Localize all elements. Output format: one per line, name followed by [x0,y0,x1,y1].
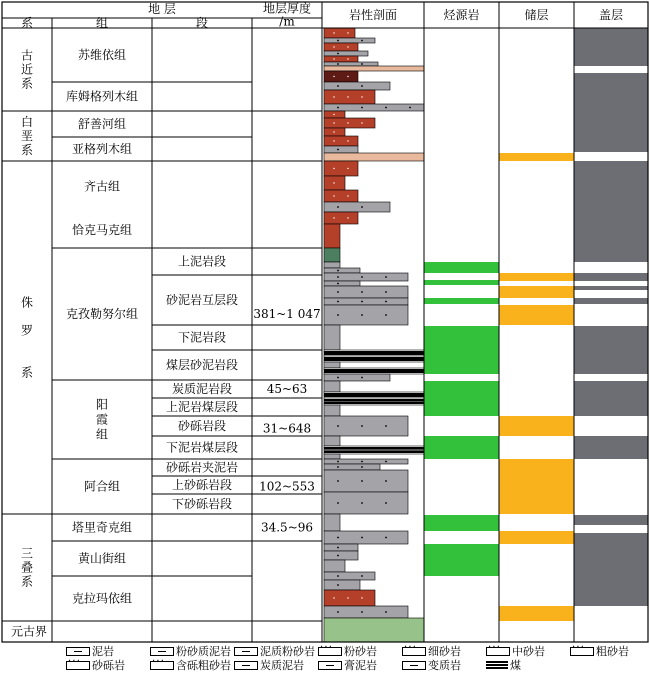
legend-swatch [570,647,594,656]
legend-item [234,658,304,672]
legend-swatch [234,661,258,670]
caprock-band [574,28,648,66]
grain-dot [333,182,334,183]
legend-item [402,644,461,658]
lithology-bed [324,580,360,590]
reservoir-band [499,305,574,325]
grain-dot [347,76,348,77]
grain-dot [361,425,363,427]
legend-swatch [318,647,342,656]
legend-label: 粗砂岩 [596,645,629,658]
grain-dot [337,547,339,549]
legend-swatch [234,647,258,656]
lithology-bed [324,544,358,551]
lithology-bed [324,514,340,531]
legend-label: 炭质泥岩 [260,659,304,672]
grain-dot [333,122,334,123]
grain-dot [361,597,362,598]
lithology-bed [324,416,408,436]
lithology-bed [324,531,408,544]
grain-dot [347,195,348,196]
grain-dot [361,466,363,468]
legend-label: 膏泥岩 [344,659,377,672]
lithology-bed [324,104,424,111]
coal-seam-stripe [324,395,424,397]
lithology-bed [324,43,358,51]
legend-swatch [402,661,426,670]
member-label: 煤层砂泥岩段 [165,358,239,372]
lithology-bed [324,590,375,606]
formation-label: 亚格列木组 [71,142,133,156]
lithology-bed [324,62,378,66]
legend-swatch [486,661,508,669]
legend-label: 含砾粗砂岩 [176,659,231,672]
lithology-bed [324,38,375,43]
grain-dot [361,40,363,42]
grain-dot [337,85,339,87]
legend-swatch [150,661,174,670]
grain-dot [337,107,339,109]
lithology-bed [324,118,375,128]
thickness-label: 381~1 047 [253,307,321,321]
reservoir-band [499,531,574,544]
grain-dot [361,291,363,293]
legend-label: 泥质粉砂岩 [260,645,315,658]
legend-swatch [150,647,174,656]
grain-dot [337,276,339,278]
lithology-bed [324,572,375,580]
formation-label: 黄山街组 [77,551,127,566]
grain-dot [333,140,334,141]
legend-swatch [66,661,90,670]
lithology-bed [324,66,424,71]
coal-seam-stripe [324,402,424,404]
lithology-bed [324,454,340,459]
lithology-bed [324,464,380,470]
formation-label: 阳霞组 [95,397,109,442]
source-rock-band [424,326,499,374]
grain-dot [337,206,339,208]
caprock-band [574,73,648,152]
lithology-bed [324,224,340,248]
legend-label: 泥岩 [92,645,114,658]
lithology-bed [324,286,408,298]
lithology-bed [324,374,390,381]
grain-dot [361,107,363,109]
grain-dot [337,314,339,316]
grain-dot [333,597,334,598]
legend [66,644,650,672]
lithology-bed [324,202,390,212]
grain-dot [333,76,334,77]
lithology-bed [324,298,408,305]
source-rock-band [424,262,499,273]
lithology-bed [324,136,358,146]
legend-label: 砂砾岩 [92,659,125,672]
system-label: 古近系 [20,48,34,91]
caprock-band [574,161,648,262]
lithology-bed [324,281,360,286]
legend-item [150,658,231,672]
member-label: 砂砾岩夹泥岩 [165,460,239,475]
grain-dot [385,301,387,303]
caprock-band [574,381,648,416]
header-reservoir: 储层 [524,8,549,22]
grain-dot [333,131,334,132]
legend-label: 粉砂岩 [344,645,377,658]
reservoir-band [499,286,574,298]
source-rock-band [424,436,499,459]
grain-dot [385,314,387,316]
lithology-bed [324,56,358,62]
lithology-bed [324,212,358,224]
legend-label: 粉砂质泥岩 [176,645,231,658]
grain-dot [337,425,339,427]
legend-swatch [318,661,342,670]
grain-dot [337,575,339,577]
grain-dot [361,461,363,463]
lithology-bed [324,153,424,161]
grain-dot [347,597,348,598]
grain-dot [385,461,387,463]
member-label: 下泥岩段 [177,330,227,345]
legend-label: 中砂岩 [512,645,545,658]
grain-dot [385,502,387,504]
lithology-bed [324,362,340,368]
grain-dot [333,195,334,196]
legend-label: 煤 [510,659,521,672]
legend-item [402,658,461,672]
grain-dot [333,46,334,47]
grain-dot [337,301,339,303]
grain-dot [361,63,363,65]
grain-dot [385,107,387,109]
grain-dot [337,283,339,285]
grain-dot [347,140,348,141]
source-rock-band [424,298,499,304]
grain-dot [337,40,339,42]
grain-dot [337,461,339,463]
grain-dot [337,480,339,482]
member-label: 上泥岩煤层段 [165,400,239,414]
grain-dot [385,425,387,427]
lithology-bed [324,618,424,642]
grain-dot [337,63,339,65]
caprock-band [574,515,648,525]
grain-dot [361,96,362,97]
lithology-bed [324,405,340,416]
lithology-bed [324,190,358,202]
coal-seam-stripe [324,359,424,361]
lithology-bed [324,560,345,572]
caprock-band [574,326,648,374]
legend-swatch [402,647,426,656]
grain-dot [333,217,334,218]
grain-dot [333,32,334,33]
grain-dot [385,537,387,539]
coal-seam-stripe [324,351,424,353]
reservoir-band [499,153,574,161]
grain-dot [361,314,363,316]
grain-dot [385,480,387,482]
header-thickness: 地层厚度/m [262,1,312,29]
lithology-bed [324,51,368,56]
grain-dot [347,122,348,123]
coal-seam-stripe [324,357,424,359]
grain-dot [347,217,348,218]
reservoir-band [499,606,574,621]
source-rock-band [424,544,499,576]
formation-label: 苏维依组 [77,48,127,62]
lithology-bed [324,268,360,273]
lithology-bed [324,381,340,392]
coal-seam-stripe [324,450,424,453]
legend-item [234,644,315,658]
formation-label: 克拉玛依组 [71,591,133,606]
lithology-bed [324,305,408,325]
member-label: 下泥岩煤层段 [165,440,239,455]
legend-label: 变质岩 [428,659,461,672]
legend-item [66,658,125,672]
system-label: 三叠系 [20,546,34,589]
source-rock-band [424,515,499,531]
grain-dot [337,555,339,557]
lithology-bed [324,459,408,464]
grain-dot [347,58,348,59]
lithology-bed [324,146,358,153]
header-lithology: 岩性剖面 [348,8,398,22]
member-label: 炭质泥岩段 [171,382,233,396]
grain-dot [361,537,363,539]
member-label: 下砂砾岩段 [171,497,233,511]
lithology-bed [324,28,355,38]
member-label: 上泥岩段 [177,254,227,269]
coal-seam-stripe [324,447,424,450]
reservoir-band [499,459,574,514]
lithology-bed [324,436,340,446]
legend-item [486,658,521,672]
grain-dot [361,611,363,613]
legend-item [318,644,377,658]
grain-dot [337,537,339,539]
lithology-bed [324,470,408,492]
formation-label: 舒善河组 [77,117,127,131]
formation-label: 齐古组 [83,179,121,194]
grain-dot [333,168,334,169]
thickness-label: 31~648 [262,421,312,436]
coal-seam-stripe [324,393,424,395]
formation-label: 塔里奇克组 [71,520,133,535]
grain-dot [385,291,387,293]
grain-dot [361,480,363,482]
grain-dot [385,276,387,278]
grain-dot [333,114,334,115]
system-label: 元古界 [10,624,48,639]
legend-label: 细砂岩 [428,645,461,658]
formation-label: 阿合组 [83,479,121,494]
caprock-band [574,533,648,606]
member-label: 砂泥岩互层段 [165,293,239,307]
coal-seam-stripe [324,369,424,371]
grain-dot [337,53,339,55]
header-source-rock: 烃源岩 [443,8,480,22]
legend-swatch [66,647,90,656]
lithology-bed [324,90,375,104]
grain-dot [361,502,363,504]
coal-seam-stripe [324,353,424,355]
grain-dot [347,96,348,97]
caprock-band [574,298,648,304]
grain-dot [337,466,339,468]
grain-dot [347,32,348,33]
grain-dot [337,611,339,613]
grain-dot [333,96,334,97]
header-system: 系 [20,16,34,30]
thickness-label: 45~63 [266,382,308,396]
thickness-label: 34.5~96 [260,520,314,535]
grain-dot [337,291,339,293]
coal-seam-stripe [324,399,424,401]
grain-dot [361,206,363,208]
lithology-bed [324,273,408,281]
caprock-band [574,286,648,290]
caprock-band [574,436,648,459]
lithology-bed [324,248,340,262]
grain-dot [337,377,339,379]
system-label: 白垩系 [20,115,34,157]
source-rock-band [424,280,499,285]
grain-dot [409,107,411,109]
grain-dot [333,58,334,59]
grain-dot [361,377,363,379]
thickness-label: 102~553 [259,479,315,494]
formation-label: 克孜勒努尔组 [65,307,139,321]
source-rock-band [424,381,499,416]
legend-item [570,644,629,658]
lithology-bed [324,82,390,90]
grain-dot [361,575,363,577]
grain-dot [337,270,339,272]
grain-dot [337,149,339,151]
header-formation: 组 [95,16,109,30]
reservoir-band [499,273,574,281]
lithology-bed [324,71,358,82]
grain-dot [385,611,387,613]
header-strata: 地 层 [148,2,176,16]
reservoir-band [499,416,574,436]
grain-dot [337,584,339,586]
header-member: 段 [195,16,209,30]
formation-label: 库姆格列木组 [65,89,139,104]
grain-dot [337,502,339,504]
grain-dot [347,46,348,47]
lithology-bed [324,161,358,176]
lithology-bed [324,606,408,618]
caprock-band [574,273,648,281]
grain-dot [361,276,363,278]
coal-seam-stripe [324,371,424,373]
lithology-bed [324,262,340,268]
legend-item [486,644,545,658]
lithology-bed [324,492,408,514]
member-label: 上砂砾岩段 [171,478,233,492]
system-label: 侏罗系 [20,295,34,380]
legend-swatch [486,647,510,656]
grain-dot [361,85,363,87]
member-label: 砂砾岩段 [177,419,227,433]
legend-item [318,658,377,672]
grain-dot [361,301,363,303]
header-caprock: 盖层 [598,8,624,22]
grain-dot [347,168,348,169]
formation-label: 恰克马克组 [71,223,133,237]
lithology-bed [324,551,358,560]
lithology-bed [324,325,340,350]
grain-dot [361,122,362,123]
